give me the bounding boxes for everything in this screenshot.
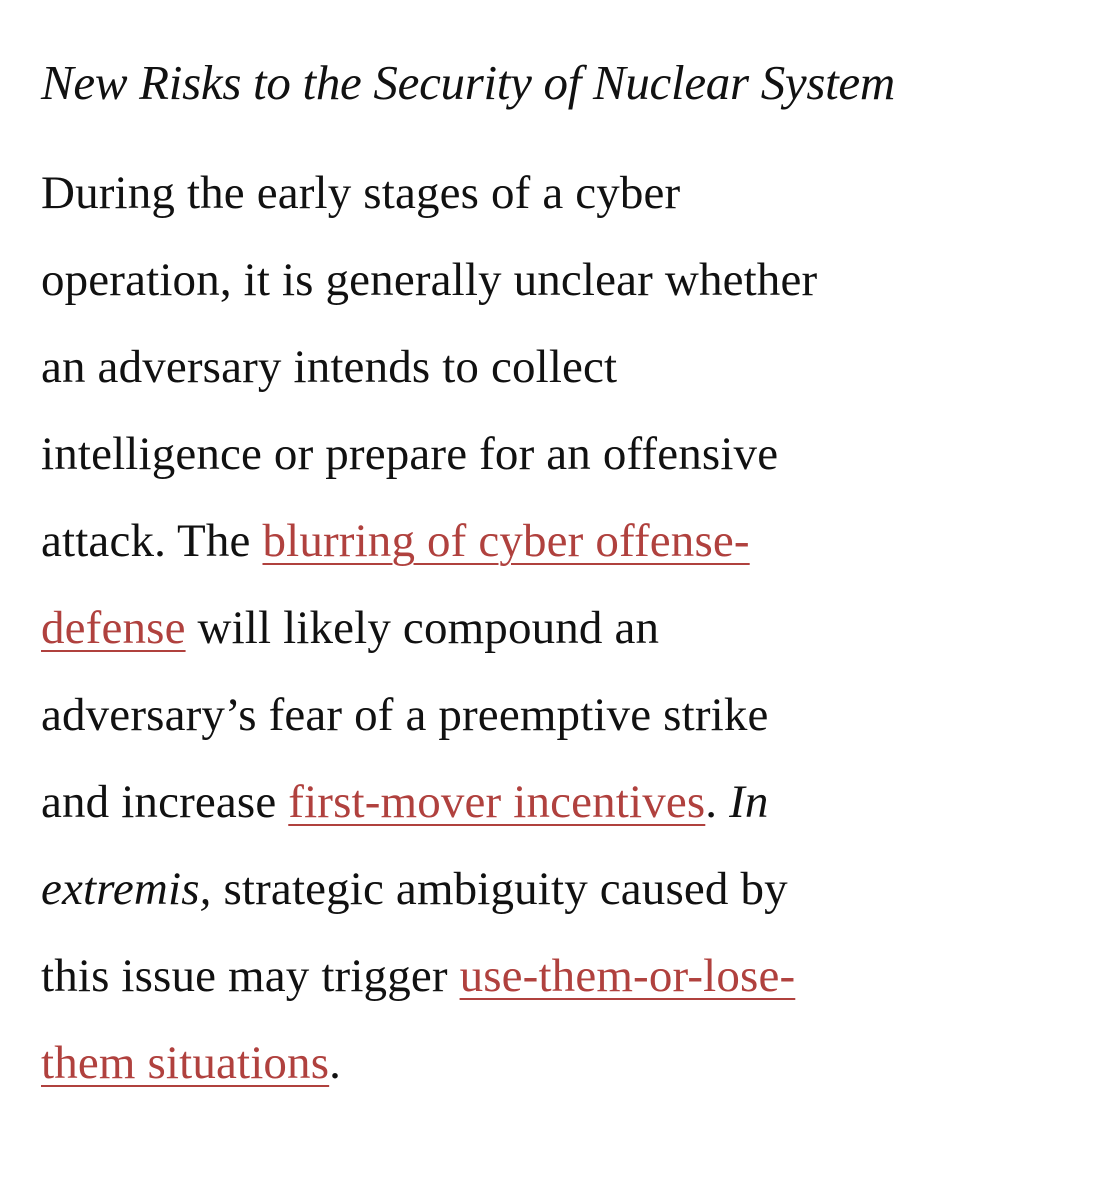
link-use-them-or-lose-them-cont[interactable]: them situations	[41, 1037, 330, 1089]
text-run: During the early stages of a cyber	[41, 167, 681, 219]
paragraph-line	[41, 585, 1081, 672]
paragraph-line	[41, 498, 1081, 585]
link-use-them-or-lose-them[interactable]: use-them-or-lose-	[459, 950, 796, 1002]
paragraph-line	[41, 324, 1081, 411]
paragraph-line	[41, 237, 1081, 324]
text-run: and increase	[41, 776, 289, 828]
italic-text: In	[729, 776, 769, 828]
article	[41, 48, 1081, 1107]
article-paragraph	[41, 150, 1081, 1107]
link-first-mover-incentives[interactable]: first-mover incentives	[288, 776, 706, 828]
paragraph-line	[41, 672, 1081, 759]
paragraph-line	[41, 411, 1081, 498]
paragraph-line	[41, 846, 1081, 933]
paragraph-line	[41, 759, 1081, 846]
text-run: strategic ambiguity caused by	[211, 863, 788, 915]
text-run: adversary’s fear of a preemptive strike	[41, 689, 769, 741]
text-run: an adversary intends to collect	[41, 341, 618, 393]
text-run: this issue may trigger	[41, 950, 460, 1002]
text-run: will likely compound an	[185, 602, 660, 654]
paragraph-line	[41, 1020, 1081, 1107]
italic-text: extremis,	[41, 863, 212, 915]
paragraph-line	[41, 150, 1081, 237]
text-run: intelligence or prepare for an offensive	[41, 428, 779, 480]
link-blurring-offense-defense[interactable]: blurring of cyber offense-	[262, 515, 750, 567]
paragraph-line	[41, 933, 1081, 1020]
link-blurring-offense-defense-cont[interactable]: defense	[41, 602, 186, 654]
text-run: .	[705, 776, 730, 828]
text-run: attack. The	[41, 515, 263, 567]
section-heading: New Risks to the Security of Nuclear System	[41, 55, 895, 110]
text-run: .	[329, 1037, 342, 1089]
text-run: operation, it is generally unclear whether	[41, 254, 818, 306]
